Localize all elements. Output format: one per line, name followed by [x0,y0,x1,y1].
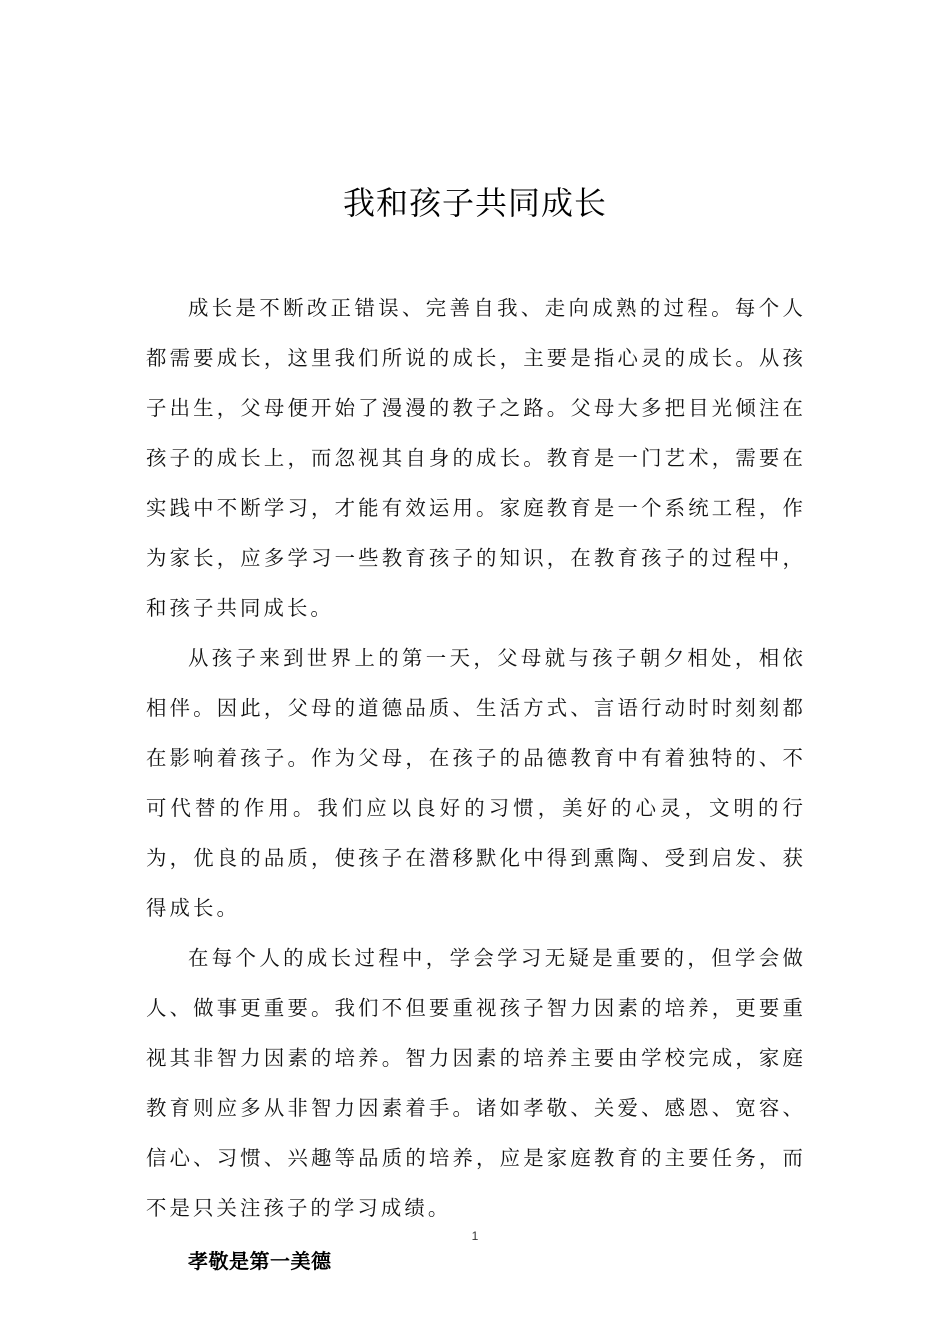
document-body [146,283,806,1283]
page-number: 1 [471,1229,479,1243]
document-title: 我和孩子共同成长 [342,184,607,222]
paragraph-2: 从孩子来到世界上的第一天，父母就与孩子朝夕相处，相依相伴。因此，父母的道德品质、生活方式、言语行动时时刻刻都在影响着孩子。作为父母，在孩子的品德教育中有着独特的、不可代替的作用。我们应以良好的习惯，美好的心灵，文明的行为，优良的品质，使孩子在潜移默化中得到熏陶、受到启发、获得成长。 [146,646,806,920]
section-heading: 孝敬是第一美德 [188,1249,332,1273]
paragraph-1: 成长是不断改正错误、完善自我、走向成熟的过程。每个人都需要成长，这里我们所说的成长，主要是指心灵的成长。从孩子出生，父母便开始了漫漫的教子之路。父母大多把目光倾注在孩子的成长上，而忽视其自身的成长。教育是一门艺术，需要在实践中不断学习，才能有效运用。家庭教育是一个系统工程，作为家长，应多学习一些教育孩子的知识，在教育孩子的过程中，和孩子共同成长。 [146,296,806,620]
paragraph-3: 在每个人的成长过程中，学会学习无疑是重要的，但学会做人、做事更重要。我们不但要重视孩子智力因素的培养，更要重视其非智力因素的培养。智力因素的培养主要由学校完成，家庭教育则应多从非智力因素着手。诸如孝敬、关爱、感恩、宽容、信心、习惯、兴趣等品质的培养，应是家庭教育的主要任务，而不是只关注孩子的学习成绩。 [146,946,806,1220]
